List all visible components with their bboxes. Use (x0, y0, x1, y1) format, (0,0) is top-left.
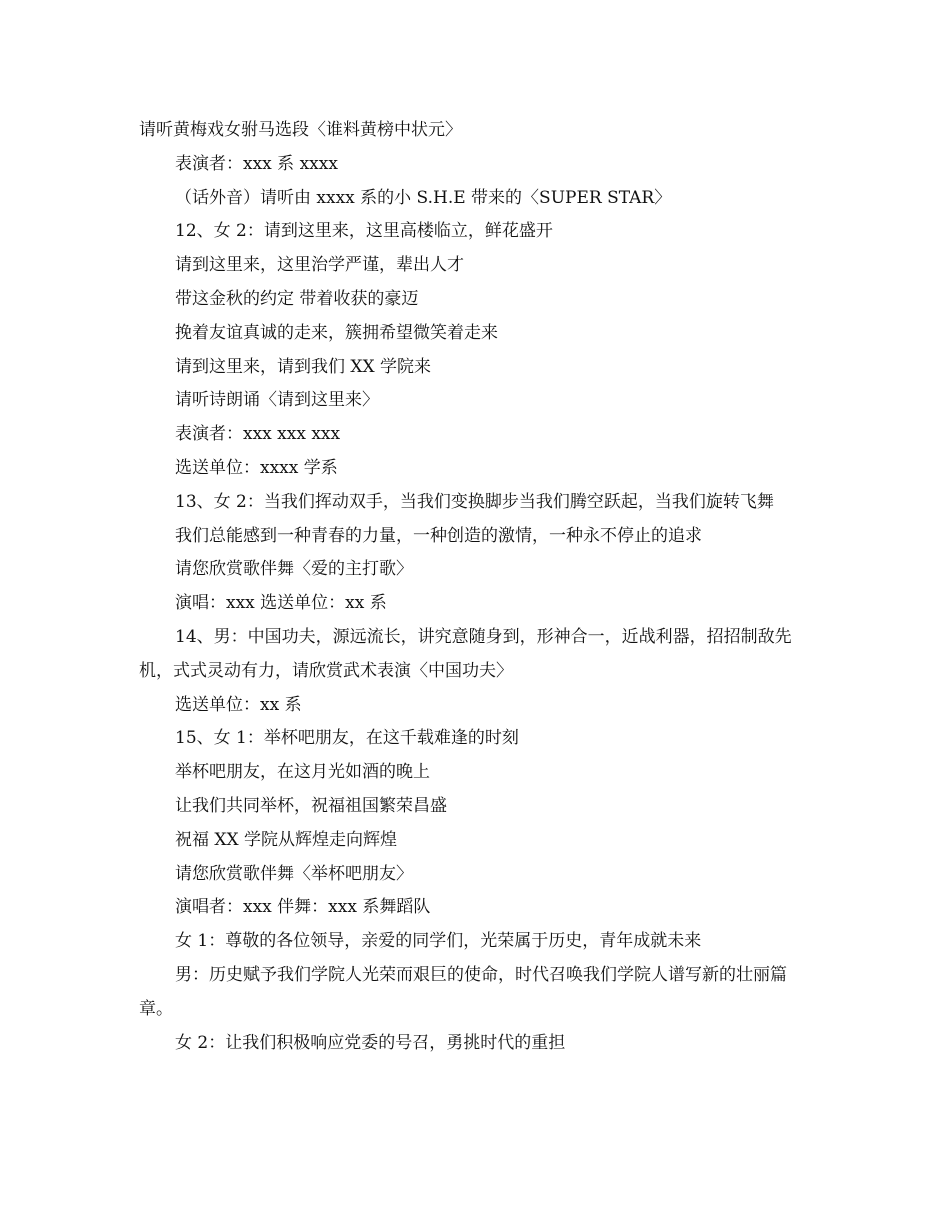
paragraph-host-female-2: 女 2：让我们积极响应党委的号召，勇挑时代的重担 (175, 1032, 566, 1053)
paragraph-section-13: 13、女 2：当我们挥动双手，当我们变换脚步当我们腾空跃起，当我们旋转飞舞 (175, 491, 774, 512)
paragraph-host-male: 男：历史赋予我们学院人光荣而艰巨的使命，时代召唤我们学院人谱写新的壮丽篇章。 (139, 964, 787, 1019)
paragraph-performer: 表演者：xxx 系 xxxx (175, 153, 338, 174)
paragraph-line: 挽着友谊真诚的走来，簇拥希望微笑着走来 (175, 322, 498, 343)
paragraph-line: 请到这里来，请到我们 XX 学院来 (175, 356, 432, 377)
paragraph-line: 祝福 XX 学院从辉煌走向辉煌 (175, 829, 398, 850)
paragraph-voiceover: （话外音）请听由 xxxx 系的小 S.H.E 带来的〈SUPER STAR〉 (175, 187, 672, 208)
paragraph-performer: 演唱：xxx 选送单位：xx 系 (175, 593, 387, 614)
paragraph-performer: 演唱者：xxx 伴舞：xxx 系舞蹈队 (175, 897, 431, 918)
paragraph-host-female-1: 女 1：尊敬的各位领导，亲爱的同学们，光荣属于历史，青年成就未来 (175, 931, 702, 952)
paragraph-section-14: 14、男：中国功夫，源远流长，讲究意随身到，形神合一，近战利器，招招制敌先机，式式灵动有力，请欣赏武术表演〈中国功夫〉 (139, 626, 792, 681)
paragraph-line: 请听诗朗诵〈请到这里来〉 (175, 390, 379, 411)
document-body (139, 114, 815, 1060)
paragraph-line: 请您欣赏歌伴舞〈爱的主打歌〉 (175, 559, 413, 580)
paragraph-line: 让我们共同举杯，祝福祖国繁荣昌盛 (175, 795, 447, 816)
paragraph-line: 带这金秋的约定 带着收获的豪迈 (175, 288, 419, 309)
paragraph-line: 举杯吧朋友，在这月光如酒的晚上 (175, 762, 430, 783)
paragraph-intro-line: 请听黄梅戏女驸马选段〈谁料黄榜中状元〉 (139, 120, 462, 140)
paragraph-line: 请您欣赏歌伴舞〈举杯吧朋友〉 (175, 863, 413, 884)
paragraph-performer: 表演者：xxx xxx xxx (175, 424, 341, 445)
paragraph-unit: 选送单位：xx 系 (175, 694, 302, 715)
paragraph-line: 请到这里来，这里治学严谨，辈出人才 (175, 255, 464, 276)
paragraph-unit: 选送单位：xxxx 学系 (175, 457, 338, 478)
paragraph-section-12: 12、女 2：请到这里来，这里高楼临立，鲜花盛开 (175, 221, 553, 242)
paragraph-section-15: 15、女 1：举杯吧朋友，在这千载难逢的时刻 (175, 728, 519, 749)
paragraph-line: 我们总能感到一种青春的力量，一种创造的激情，一种永不停止的追求 (175, 525, 702, 546)
